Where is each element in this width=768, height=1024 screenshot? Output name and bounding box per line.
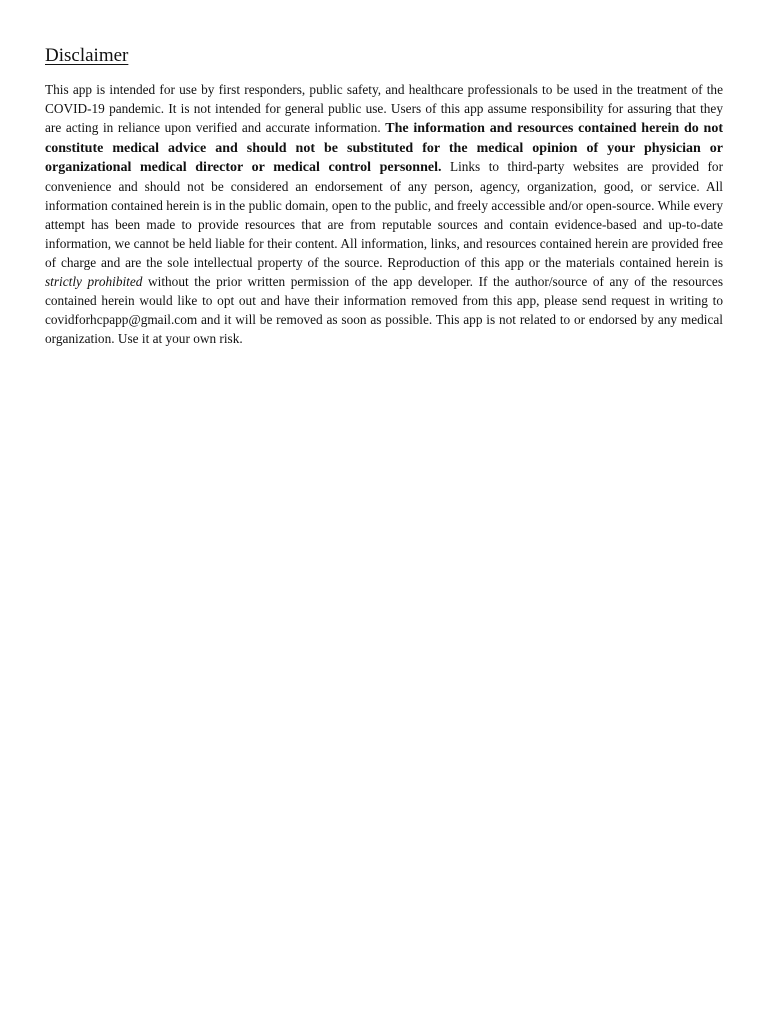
disclaimer-page xyxy=(45,45,723,348)
disclaimer-text-links: Links to third-party websites are provided for convenience and should not be considered an endorsement of any person, agency, organization, good, or service. All information contained herein is in the public domain, open to the public, and freely accessible and/or open-source. While every attempt has been made to provide resources that are from reputable sources and contain evidence-based and up-to-date information, we cannot be held liable for their content. All information, links, and resources contained herein are provided free of charge and are the sole intellectual property of the source. Reproduction of this app or the materials contained herein is xyxy=(45,159,724,270)
disclaimer-text-intro: This app is intended for use by first responders, public safety, and healthcare professionals to be used in the treatment of the COVID-19 pandemic. It is not intended for general public use. Users of this app assume responsibility for assuring that they are acting in reliance upon verified and accurate information. xyxy=(45,81,723,135)
disclaimer-text-prohibited: strictly prohibited xyxy=(45,273,143,289)
disclaimer-text-closing: and it will be removed as soon as possible. This app is not related to or endorsed by any medical organization. Use it at your own risk. xyxy=(45,311,723,346)
disclaimer-text-opt-out: without the prior written permission of the app developer. If the author/source of any of the resources contained herein would like to opt out and have their information removed from this app, please send request in writing to xyxy=(45,273,723,308)
disclaimer-text-medical-advice: The information and resources contained herein do not constitute medical advice and should not be substituted for the medical opinion of your physician or organizational medical director or medical control personnel. xyxy=(45,120,723,176)
contact-email: covidforhcpapp@gmail.com xyxy=(45,311,198,327)
page-title: Disclaimer xyxy=(45,45,129,66)
disclaimer-paragraph xyxy=(45,81,723,349)
